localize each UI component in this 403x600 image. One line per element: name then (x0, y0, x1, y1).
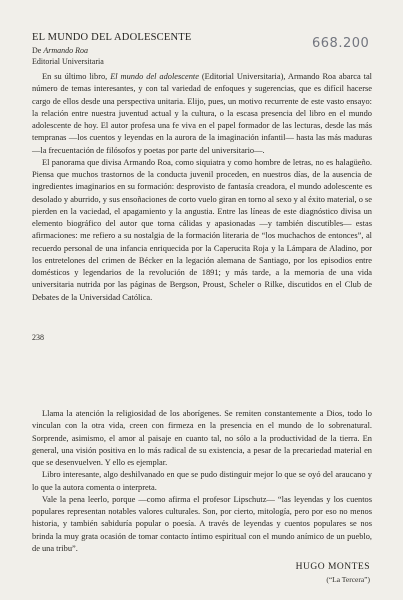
paragraph: Llama la atención la religiosidad de los aborígenes. Se remiten constantemente a Dios, todo lo vinculan con la otra vida, creen con firmeza en la presencia en el mundo de lo sobrenatural. Sorprende, asimismo, el amor al paisaje en cuanto tal, no sólo a la productividad de la tierra. En general, una visión positiva en lo más radical de su existencia, a pesar de la precariedad material en que se desenvuelven. Y ello es ejemplar. (32, 409, 372, 467)
book-title: EL MUNDO DEL ADOLESCENTE (32, 32, 192, 43)
by-prefix: De (32, 46, 44, 55)
page-number: 238 (32, 333, 44, 342)
book-author-line (32, 46, 88, 55)
paragraph-text: En su último libro, (42, 72, 111, 81)
paragraph-text: (Editorial Universitaria), Armando Roa abarca tal número de temas interesantes, y con tal variedad de enfoques y sugerencias, que es difícil hacerse cargo de ellos desde una perspectiva unitaria. Elijo, pues, un motivo recurrente de este vasto ensayo: la relación entre nuestra juventud actual y la cultura, o la escasa presencia del libro en el mundo adolescente de hoy. El autor profesa una fe viva en el papel formador de las lecturas, desde las más tempranas —los cuentos y leyendas en la aurora de la imaginación infantil— hasta las más maduras —la frecuentación de filósofos y poetas por parte del universitario—. (32, 72, 372, 155)
paragraph-text: El panorama que divisa Armando Roa, como siquiatra y como hombre de letras, no es halagüeño. Piensa que muchos trastornos de la conducta juvenil proceden, en nuestros días, de la ausencia de ingredientes imaginarios en su formación: desprovisto de fantasía creadora, el mundo adolescente es desolado y aburrido, y sus ensoñaciones de corto vuelo giran en torno al sexo y al éxito material, o se pierden en la vaciedad, el apagamiento y la angustia. Entre las líneas de este diagnóstico divisa un elemento biográfico del autor que torna cálidas y apasionadas —y también discutibles— estas afirmaciones: me refiero a su nostalgia de la formación literaria de “los muchachos de entonces”, al recuerdo personal de una infancia enriquecida por la Caperucita Roja y la Lámpara de Aladino, por los entretelones del crimen de Bécker en la legación alemana de Santiago, por los episodios entre domésticos y legendarios de la revolución de 1891; y más tarde, a la memoria de una vida universitaria nutrida por las páginas de Bergson, Proust, Scheler o Rilke, discutidos en el Club de Debates de la Universidad Católica. (32, 157, 372, 302)
signature-source: (“La Tercera”) (326, 575, 370, 584)
handwritten-note: 668.200 (312, 36, 370, 51)
paragraph: Libro interesante, algo deshilvanado en que se pudo distinguir mejor lo que se oyó del araucano y lo que la autora comenta o interpreta. (32, 470, 372, 492)
paragraph (32, 157, 372, 304)
paragraph: Vale la pena leerlo, porque —como afirma el profesor Lipschutz— “las leyendas y los cuentos populares representan notables valores culturales. Son, por cierto, mitología, pero por eso no menos historia, y también sabiduría popular o poesía. A través de leyendas y cuentos populares se nos brinda la muy grata ocasión de tomar contacto íntimo espiritual con el mundo anímico de un pueblo, de una tribu”. (32, 494, 372, 553)
signature-author: HUGO MONTES (295, 562, 370, 572)
review-part2 (32, 408, 372, 555)
paragraph (32, 71, 372, 157)
book-title-italic: El mundo del adolescente (110, 72, 199, 81)
review-part1 (32, 71, 372, 304)
book-author: Armando Roa (43, 46, 88, 55)
book-publisher: Editorial Universitaria (32, 57, 104, 66)
